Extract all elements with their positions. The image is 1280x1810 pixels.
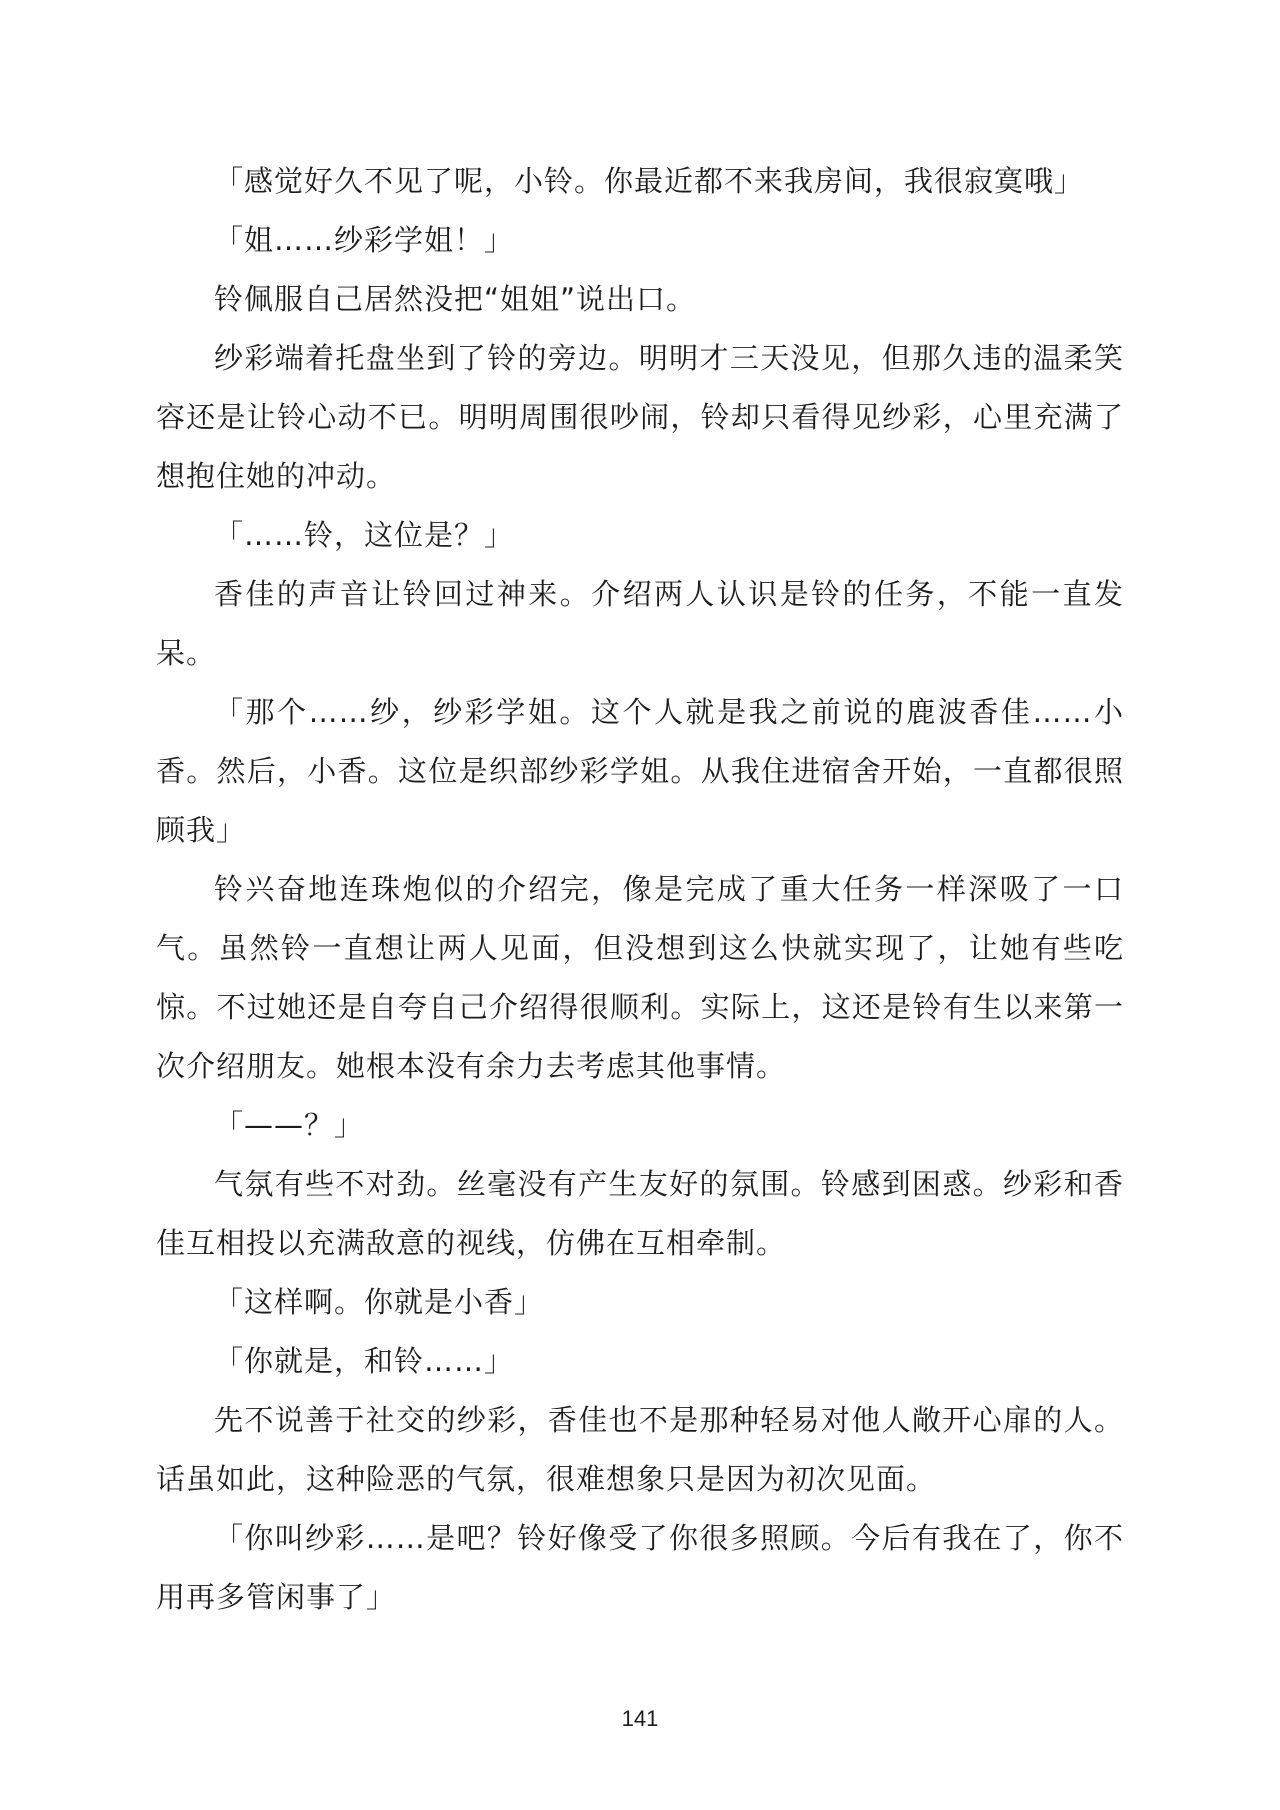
paragraph: 「你就是，和铃……」	[214, 1344, 515, 1378]
paragraph: 「感觉好久不见了呢，小铃。你最近都不来我房间，我很寂寞哦」	[214, 164, 1085, 198]
paragraph: 纱彩端着托盘坐到了铃的旁边。明明才三天没见，但那久违的温柔笑容还是让铃心动不已。明明周围很吵闹，铃却只看得见纱彩，心里充满了想抱住她的冲动。	[156, 341, 1124, 493]
paragraph: 铃兴奋地连珠炮似的介绍完，像是完成了重大任务一样深吸了一口气。虽然铃一直想让两人见面，但没想到这么快就实现了，让她有些吃惊。不过她还是自夸自己介绍得很顺利。实际上，这还是铃有生以来第一次介绍朋友。她根本没有余力去考虑其他事情。	[156, 872, 1124, 1083]
paragraph: 「你叫纱彩……是吧？铃好像受了你很多照顾。今后有我在了，你不用再多管闲事了」	[156, 1521, 1124, 1614]
paragraph: 「那个……纱，纱彩学姐。这个人就是我之前说的鹿波香佳……小香。然后，小香。这位是织部纱彩学姐。从我住进宿舍开始，一直都很照顾我」	[156, 695, 1124, 847]
page-number: 141	[621, 1706, 659, 1731]
page-body	[156, 152, 1124, 1627]
paragraph: 先不说善于社交的纱彩，香佳也不是那种轻易对他人敞开心扉的人。话虽如此，这种险恶的气氛，很难想象只是因为初次见面。	[156, 1403, 1124, 1496]
paragraph: 铃佩服自己居然没把“姐姐”说出口。	[214, 282, 697, 316]
paragraph: 「……铃，这位是？」	[214, 518, 515, 552]
paragraph: 「这样啊。你就是小香」	[214, 1285, 545, 1319]
paragraph: 香佳的声音让铃回过神来。介绍两人认识是铃的任务，不能一直发呆。	[156, 577, 1124, 670]
paragraph: 「——？」	[214, 1108, 365, 1142]
paragraph: 气氛有些不对劲。丝毫没有产生友好的氛围。铃感到困惑。纱彩和香佳互相投以充满敌意的视线，仿佛在互相牵制。	[156, 1167, 1124, 1260]
paragraph: 「姐……纱彩学姐！」	[214, 223, 515, 257]
